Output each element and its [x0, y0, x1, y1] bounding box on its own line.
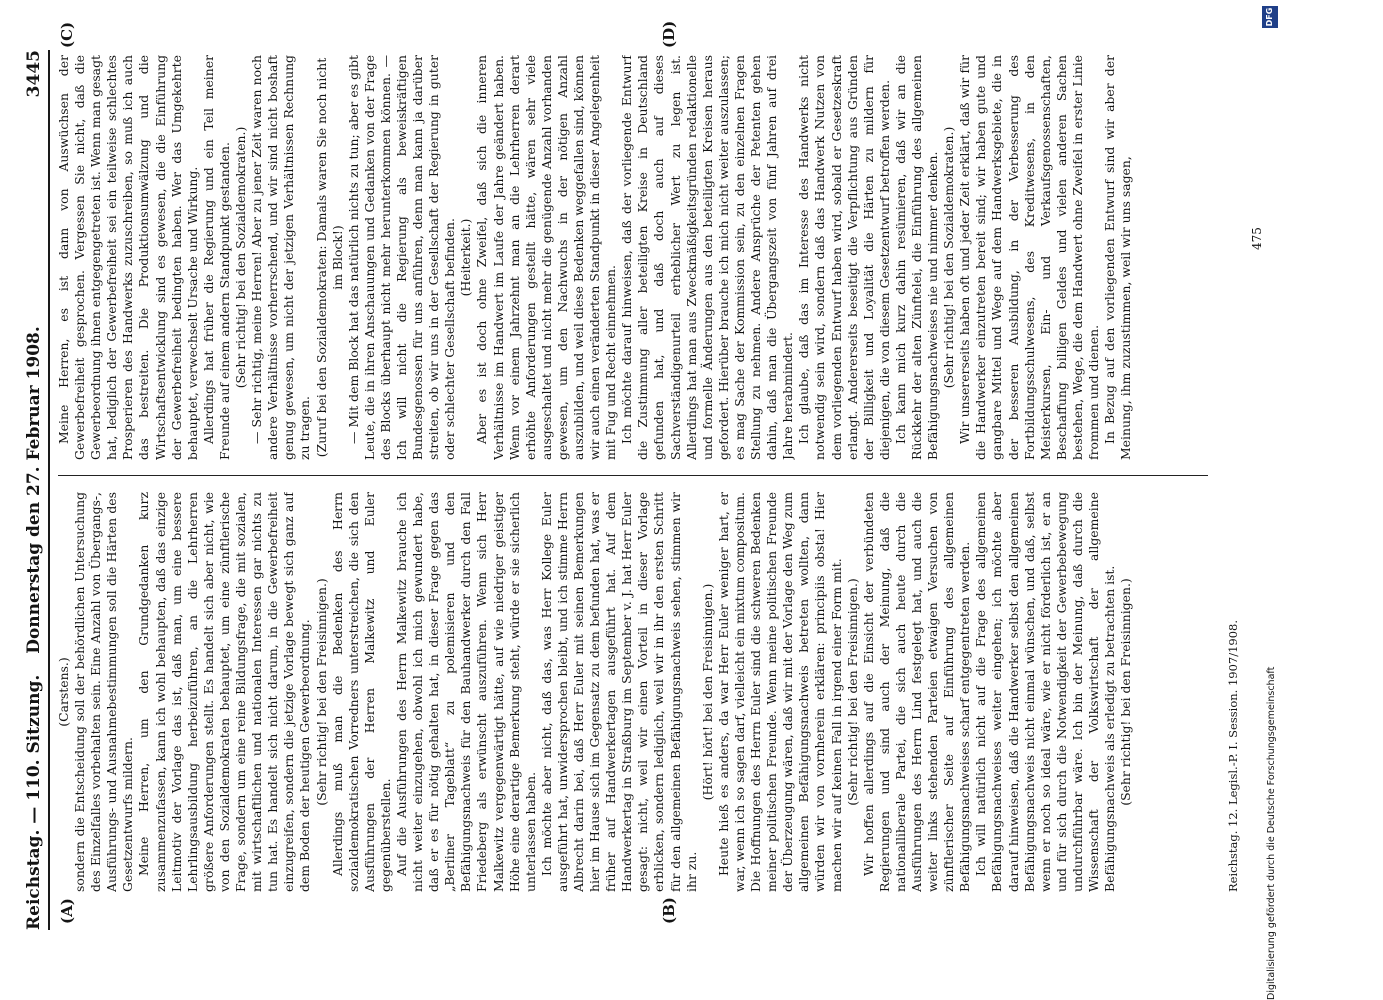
paragraph: Ich glaube, daß das im Interesse des Handwerks nicht notwendig sein wird, sondern daß das Handwerk Nutzen von dem vorliegenden Entwurf haben wird, sobald er Gesetzeskraft erlangt. Andererseits beseitigt die Verpflichtung aus Gründen der Billigkeit und Loyalität die Härten zu mildern für diejenigen, die von diesem Gesetzentwurf betroffen werden. [796, 55, 892, 460]
paragraph: Auf die Ausführungen des Herrn Malkewitz brauche ich nicht weiter einzugehen, obwohl ich mich gewundert habe, daß er es für nötig gehalten hat, in dieser Frage gegen das „Berliner Tageblatt“ zu polemisieren und den Befähigungsnachweis für den Bauhandwerker durch den Fall Friedeberg als erwünscht auszuführen. Wenn sich Herr Malkewitz vergegenwärtigt hätte, auf wie niedriger geistiger Höhe eine derartige Bemerkung steht, würde er sie sicherlich unterlassen haben. [393, 492, 538, 892]
digitization-credit [1258, 0, 1288, 1000]
interjection: (Heiterkeit.) [458, 218, 474, 297]
header-center: Donnerstag den 27. Februar 1908. [24, 326, 44, 654]
footer-signature: Reichstag. 12. Legisl.-P. I. Session. 1907/1908. [1226, 619, 1240, 892]
interjection: (Sehr richtig! bei den Sozialdemokraten.) [233, 126, 249, 389]
column-divider [58, 475, 1208, 476]
paragraph: Aber es ist doch ohne Zweifel, daß sich die inneren Verhältnisse im Handwert im Laufe der Jahre geändert haben. Wenn vor einem Jahrzehnt man an die Lehrherren derart erhöhte Anforderungen gestellt hätte, wären sehr viele ausgeschaltet und nicht mehr die genügende Anzahl vorhanden gewesen, um den Nachwuchs in der nötigen Anzahl auszubilden, und weil diese Bedenken weggefallen sind, können wir auch einen veränderten Standpunkt in dieser Angelegenheit mit Fug und Recht einnehmen. [474, 55, 619, 460]
header-left: Reichstag. — 110. Sitzung. [24, 674, 44, 930]
paragraph: In Bezug auf den vorliegenden Entwurf sind wir aber der Meinung, ihm zuzustimmen, weil wir uns sagen, [1102, 55, 1134, 460]
page-number: 3445 [24, 50, 44, 98]
paragraph: — Mit dem Block hat das natürlich nichts zu tun; aber es gibt Leute, die in ihren Anschauungen und Gedanken von der Frage des Blocks überhaupt nicht mehr herunterkommen können. — Ich will nicht die Regierung als beweiskräftigen Bundesgenossen für uns anführen, denn man kann ja darüber streiten, ob wir uns in der Gesellschaft der Regierung in guter oder schlechter Gesellschaft befinden. [345, 55, 458, 460]
footer-page-number: 475 [1250, 227, 1264, 250]
speaker-label: (Carstens.) [56, 657, 71, 727]
interjection: (Zuruf bei den Sozialdemokraten: Damals waren Sie noch nicht im Block!) [313, 57, 345, 458]
paragraph: Allerdings muß man die Bedenken des Herrn sozialdemokratischen Vorredners unterstreichen, die sich den Ausführungen der Herren Malkewitz und Euler gegenüberstellen. [329, 492, 393, 892]
margin-letter-c: (C) [58, 21, 76, 48]
paragraph: Wir unsererseits haben oft und jeder Zeit erklärt, daß wir für die Handwerker einzutreten bereit sind; wir haben gute und gangbare Mittel und Wege auf dem Handwerksgebiete, die in der besseren Ausbildung, in der Verbesserung des Fortbildungsschulwesens, des Kreditwesens, in den Meisterkursen, Ein- und Verkaufsgenossenschaften, Beschaffung billigen Geldes und vielen anderen Sachen bestehen, Wege, die dem Handwert ohne Zweifel in erster Linie frommen und dienen. [957, 55, 1101, 460]
paragraph: Heute hieß es anders, da war Herr Euler weniger hart, er war, wenn ich so sagen darf, vielleicht ein mixtum compositum. Die Hoffnungen des Herrn Euler sind die schweren Bedenken meiner politischen Freunde. Wenn meine politischen Freunde der Überzeugung wären, daß wir mit der Vorlage den Weg zum allgemeinen Befähigungsnachweis betreten wollten, dann würden wir von vornherein erklären: principiis obsta! Hier machen wir auf keinen Fall in irgend einer Form mit. [715, 492, 844, 892]
interjection: (Sehr richtig! bei den Freisinnigen.) [1118, 578, 1134, 806]
paragraph: Ich möchte aber nicht, daß das, was Herr Kollege Euler ausgeführt hat, unwidersprochen bleibt, und ich stimme Herrn Albrecht darin bei, daß Herr Euler mit seinen Bemerkungen hier im Hause sich im Gegensatz zu dem befunden hat, was er früher auf Handwerkertagen ausgeführt hat. Auf dem Handwerkertag in Straßburg im September v. J. hat Herr Euler gesagt: nicht, weil wir einen Vorteil in dieser Vorlage erblicken, sondern lediglich, weil wir in ihr den ersten Schritt für den allgemeinen Befähigungsnachweis sehen, stimmen wir ihr zu. [538, 492, 699, 892]
paragraph: Ich kann mich kurz dahin resümieren, daß wir an die Rückkehr der alten Zünftelei, die Einführung des allgemeinen Befähigungsnachweises nie und nimmer denken. [892, 55, 941, 460]
paragraph: — Sehr richtig, meine Herren! Aber zu jener Zeit waren noch andere Verhältnisse vorherrschend, und wir sind nicht boshaft genug gewesen, um nicht der jetzigen Verhältnissen Rechnung zu tragen. [249, 55, 313, 460]
paragraph: Meine Herren, es ist dann von Auswüchsen der Gewerbefreiheit gesprochen. Vergessen Sie nicht, daß die Gewerbeordnung ihnen entgegengetreten ist. Wenn man gesagt hat, lediglich der Gewerbefreiheit sei ein teilweise schlechtes Prosperieren des Handwerks zuzuschreiben, so muß ich auch das bestreiten. Die Produktionsumwälzung und die Wirtschaftsentwicklung sind es gewesen, die die Einführung der Gewerbefreiheit bedingten haben. Wer das Umgekehrte behauptet, verwechselt Ursache und Wirkung. [56, 55, 200, 460]
text-column-left [56, 492, 1186, 892]
credit-text: Digitalisierung gefördert durch die Deutsche Forschungsgemeinschaft [1266, 666, 1277, 1000]
paragraph: sondern die Entscheidung soll der behördlichen Untersuchung des Einzelfalles vorbehalten sein. Eine Anzahl von Übergangs-, Ausführungs- und Ausnahmebestimmungen soll die Härten des Gesetzentwurfs mildern. [72, 492, 136, 892]
page-header [22, 50, 50, 930]
paragraph: Ich will natürlich nicht auf die Frage des allgemeinen Befähigungsnachweises weiter eingehen; ich möchte aber darauf hinweisen, daß die Handwerker selbst den allgemeinen Befähigungsnachweis nicht einmal wünschen, und daß, selbst wenn er noch so ideal wäre, wie er nicht förderlich ist, er an und für sich durch die Notwendigkeit der Gewerbebewegung undurchführbar wäre. Ich bin der Meinung, daß durch die Wissenschaft der Volkswirtschaft der allgemeine Befähigungsnachweis als erledigt zu betrachten ist. [973, 492, 1118, 892]
text-column-right [56, 55, 1186, 460]
interjection: (Sehr richtig! bei den Sozialdemokraten.) [941, 126, 957, 389]
interjection: (Sehr richtig! bei den Freisinnigen.) [313, 578, 329, 806]
paragraph: Meine Herren, um den Grundgedanken kurz zusammenzufassen, kann ich wohl behaupten, daß das einzige Leitmotiv der Vorlage das ist, daß man, um eine bessere Lehrlingsausbildung herbeizuführen, an die Lehrherren größere Anforderungen stellt. Es handelt sich aber nicht, wie von den Sozialdemokraten behauptet, um eine zünftlerische Frage, sondern um eine reine Bildungsfrage, die mit sozialen, mit wirtschaftlichen und nationalen Interessen gar nichts zu tun hat. Es handelt sich nicht darum, in die Gewerbefreiheit einzugreifen, sondern die jetzige Vorlage bewegt sich ganz auf dem Boden der heutigen Gewerbeordnung. [136, 492, 313, 892]
interjection: (Hört! hört! bei den Freisinnigen.) [699, 583, 715, 801]
paragraph: Ich möchte darauf hinweisen, daß der vorliegende Entwurf die Zustimmung aller beteiligten Kreise in Deutschland gefunden hat, und daß doch auch auf dieses Sachverständigenurteil erheblicher Wert zu legen ist. Allerdings hat man aus Zweckmäßigkeitsgründen redaktionelle und formelle Änderungen aus den beteiligten Kreisen heraus gefordert. Hierüber brauche ich mich nicht weiter auszulassen; es mag Sache der Kommission sein, zu den einzelnen Fragen Stellung zu nehmen. Andere Ansprüche der Petenten gehen dahin, daß man die Übergangszeit von fünf Jahren auf drei Jahre herabmindert. [619, 55, 796, 460]
dfg-logo-icon: DFG [1262, 6, 1278, 28]
interjection: (Sehr richtig! bei den Freisinnigen.) [844, 578, 860, 806]
margin-letter-a: (A) [58, 898, 76, 924]
paragraph: Wir hoffen allerdings auf die Einsicht der verbündeten Regierungen und sind auch der Meinung, daß die nationalliberale Partei, die sich auch heute durch die Ausführungen des Herrn Lind festgelegt hat, und auch die weiter links stehenden Parteien etwaigen Versuchen von zünftlerischer Seite auf Einführung des allgemeinen Befähigungsnachweises scharf entgegentreten werden. [860, 492, 973, 892]
margin-letter-b: (B) [660, 897, 678, 924]
margin-letter-d: (D) [660, 20, 678, 48]
paragraph: Allerdings hat früher die Regierung und ein Teil meiner Freunde auf einem andern Standpunkt gestanden. [200, 55, 232, 460]
